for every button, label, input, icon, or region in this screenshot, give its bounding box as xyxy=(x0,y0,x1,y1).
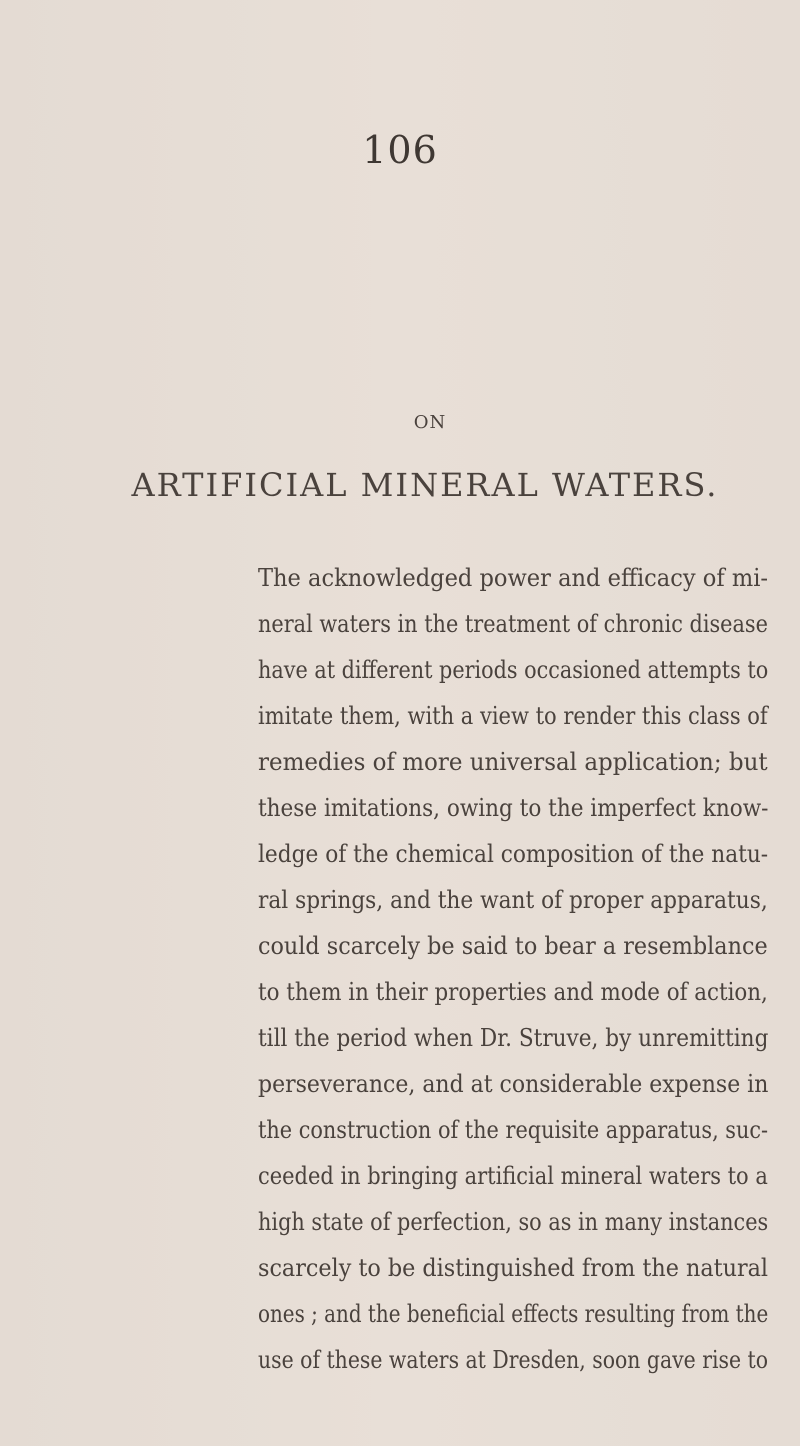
text-line: could scarcely be said to bear a resemblance xyxy=(258,932,768,960)
text-line: neral waters in the treatment of chronic disease xyxy=(258,610,768,638)
text-line: have at different periods occasioned attempts to xyxy=(258,656,769,684)
text-line: these imitations, owing to the imperfect know- xyxy=(258,794,769,822)
page-number: 106 xyxy=(362,128,438,172)
text-line: ledge of the chemical composition of the natu- xyxy=(258,840,769,868)
text-line: imitate them, with a view to render this class of xyxy=(258,702,768,730)
text-line: ones ; and the beneficial effects resulting from the xyxy=(258,1300,769,1328)
text-line: use of these waters at Dresden, soon gave rise to xyxy=(258,1346,768,1374)
text-line: high state of perfection, so as in many instances xyxy=(258,1208,769,1236)
chapter-title: ARTIFICIAL MINERAL WATERS. xyxy=(131,466,719,504)
text-line: till the period when Dr. Struve, by unremitting xyxy=(258,1024,769,1052)
text-line: The acknowledged power and efficacy of mi- xyxy=(258,564,769,592)
heading-on: ON xyxy=(413,412,447,433)
text-line: scarcely to be distinguished from the natural xyxy=(258,1254,769,1282)
text-line: ceeded in bringing artificial mineral waters to a xyxy=(258,1162,768,1190)
text-line: to them in their properties and mode of action, xyxy=(258,978,768,1006)
text-line: ral springs, and the want of proper apparatus, xyxy=(258,886,768,914)
text-line: remedies of more universal application; but xyxy=(258,748,768,776)
text-line: the construction of the requisite apparatus, suc- xyxy=(258,1116,769,1144)
text-line: perseverance, and at considerable expense in xyxy=(258,1070,769,1098)
